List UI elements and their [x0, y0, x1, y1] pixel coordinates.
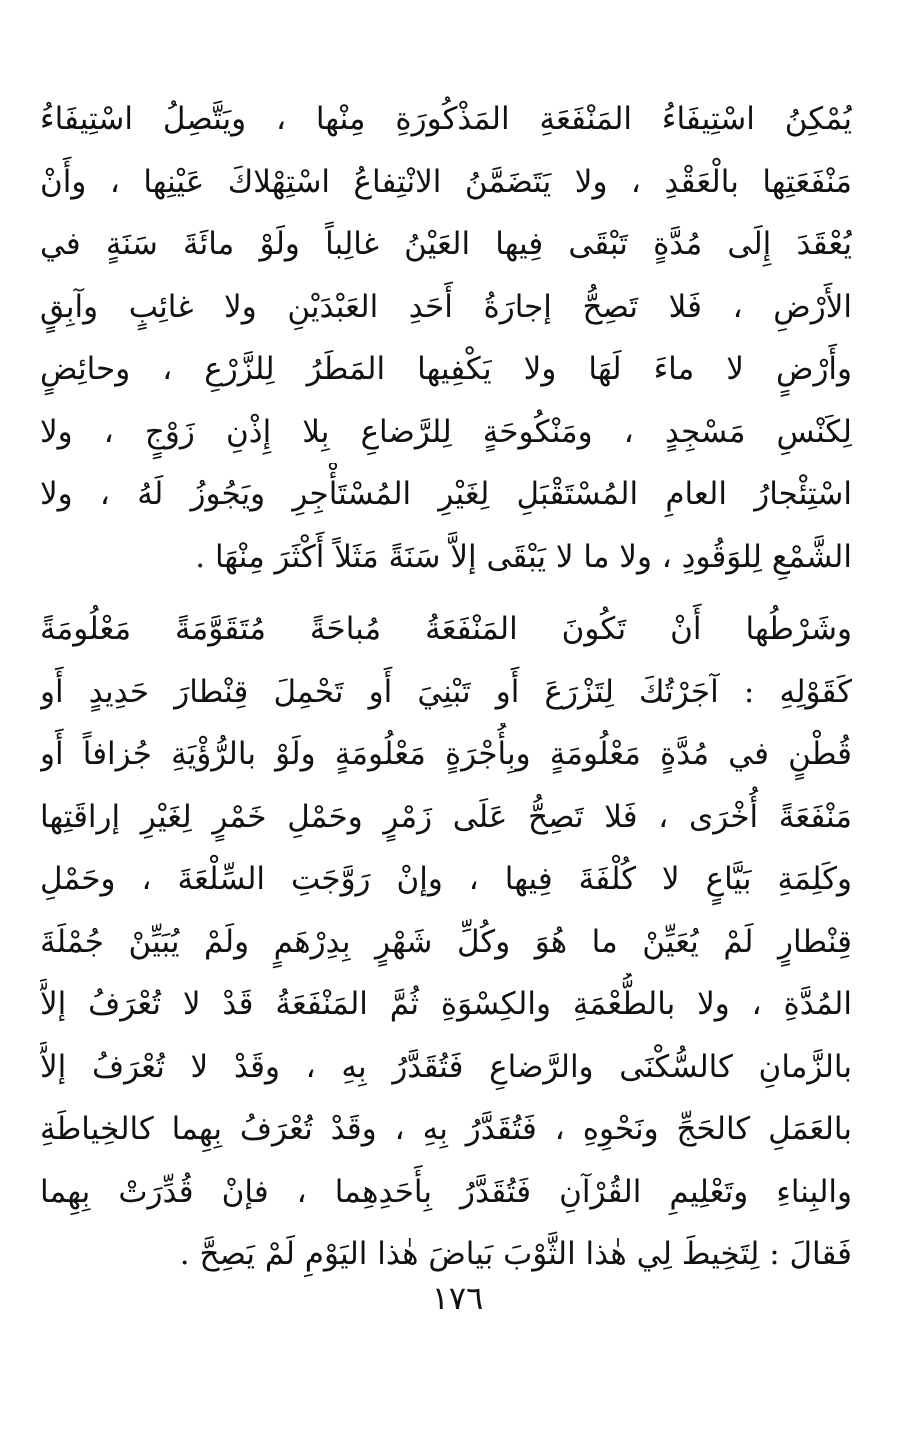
text-line: لِكَنْسِ مَسْجِدٍ ، ومَنْكُوحَةٍ لِلرَّضاعِ بِلا إِذْنِ زَوْجٍ ، ولا [40, 413, 852, 450]
text-line: بالعَمَلِ كالحَجِّ ونَحْوِهِ ، فَتُقَدَّرُ بِهِ ، وقَدْ تُعْرَفُ بِهِما كالخِياطَةِ [40, 1111, 852, 1147]
text-line: وشَرْطُها أَنْ تَكُونَ المَنْفَعَةُ مُباحَةً مُتَقَوَّمَةً مَعْلُومَةً [40, 611, 852, 647]
text-line: والبِناءِ وتَعْلِيمِ القُرْآنِ فَتُقَدَّرُ بِأَحَدِهِما ، فإنْ قُدِّرَتْ بِهِما [40, 1173, 852, 1210]
text-line: مَنْفَعَةً أُخْرَى ، فَلا تَصِحُّ عَلَى زَمْرٍ وحَمْلِ خَمْرٍ لِغَيْرِ إراقَتِها [40, 798, 852, 835]
text-line: اسْتِئْجارُ العامِ المُسْتَقْبَلِ لِغَيْرِ المُسْتَأْجِرِ ويَجُوزُ لَهُ ، ولا [40, 476, 852, 512]
text-line: كَقَوْلِهِ : آجَرْتُكَ لِتَزْرَعَ أَو تَبْنِيَ أَو تَحْمِلَ قِنْطارَ حَدِيدٍ أَو [40, 673, 852, 710]
page-number: ١٧٦ [431, 1279, 484, 1317]
text-line: المُدَّةِ ، ولا بالطُّعْمَةِ والكِسْوَةِ ثُمَّ المَنْفَعَةُ قَدْ لا تُعْرَفُ إلاَّ [40, 986, 852, 1022]
text-line: الشَّمْعِ لِلوَقُودِ ، ولا ما لا يَبْقَى إلاَّ سَنَةً مَثَلاً أَكْثَرَ مِنْهَا . [195, 538, 852, 575]
text-line: فَقالَ : لِتَخِيطَ لِي هٰذا الثَّوْبَ بَياضَ هٰذا اليَوْمِ لَمْ يَصِحَّ . [179, 1236, 852, 1272]
text-line: قِنْطارٍ لَمْ يُعَيِّنْ ما هُوَ وكُلِّ شَهْرٍ بِدِرْهَمٍ ولَمْ يُبَيِّنْ جُمْلَةَ [40, 923, 852, 960]
text-line: الأَرْضِ ، فَلا تَصِحُّ إجارَةُ أَحَدِ العَبْدَيْنِ ولا غائِبٍ وآبِقٍ [40, 288, 852, 325]
text-line: قُطْنٍ في مُدَّةٍ مَعْلُومَةٍ وبِأُجْرَةٍ مَعْلُومَةٍ ولَوْ بالرُّؤْيَةِ جُزافاً أَو [40, 736, 852, 772]
text-line: يُعْقَدَ إِلَى مُدَّةٍ تَبْقَى فِيها العَيْنُ غالِباً ولَوْ مائَةَ سَنَةٍ في [40, 226, 852, 262]
text-line: بالزَّمانِ كالسُّكْنَى والرَّضاعِ فَتُقَدَّرُ بِهِ ، وقَدْ لا تُعْرَفُ إلاَّ [40, 1048, 852, 1085]
paragraph-1 [40, 88, 852, 588]
paragraph-2 [40, 598, 852, 1286]
text-line: يُمْكِنُ اسْتِيفَاءُ المَنْفَعَةِ المَذْكُورَةِ مِنْها ، ويَتَّصِلُ اسْتِيفَاءُ [40, 101, 852, 137]
text-line: وكَلِمَةِ بَيَّاعٍ لا كُلْفَةَ فِيها ، وإنْ رَوَّجَتِ السِّلْعَةَ ، وحَمْلِ [40, 861, 852, 897]
text-line: وأَرْضٍ لا ماءَ لَهَا ولا يَكْفِيها المَطَرُ لِلزَّرْعِ ، وحائِضٍ [40, 351, 852, 387]
text-line: مَنْفَعَتِها بالْعَقْدِ ، ولا يَتَضَمَّنُ الانْتِفاعُ اسْتِهْلاكَ عَيْنِها ، وأَنْ [40, 163, 852, 200]
